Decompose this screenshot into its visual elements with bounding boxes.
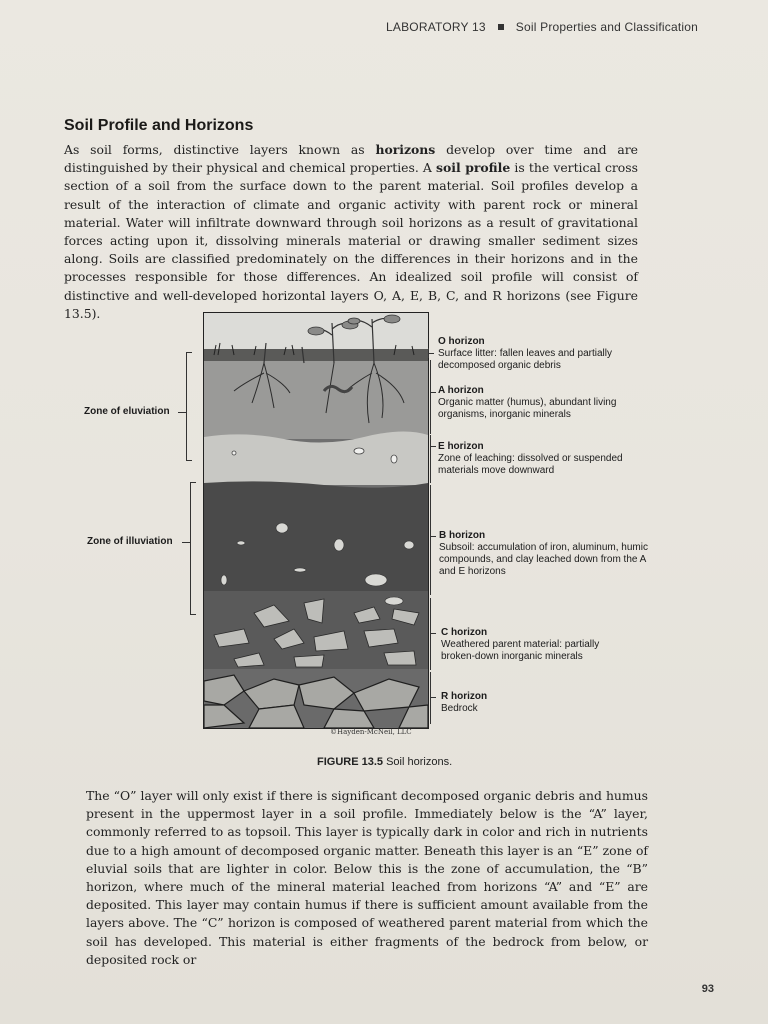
lab-number: LABORATORY 13 — [386, 20, 486, 34]
e-pointer — [430, 446, 436, 447]
r-pointer — [430, 697, 436, 698]
figure-copyright: ©Hayden-McNeil, LLC — [330, 728, 412, 736]
a-horizon-label — [438, 385, 628, 421]
e-bracket — [430, 435, 431, 483]
horizon-name: R horizon — [441, 691, 488, 702]
horizon-description: Zone of leaching: dissolved or suspended materials move downward — [438, 453, 623, 476]
r-horizon-label — [441, 691, 631, 715]
c-pointer — [430, 633, 436, 634]
figure-caption — [317, 756, 452, 768]
e-horizon-label — [438, 441, 628, 477]
bracket-tick — [186, 352, 192, 353]
term-soil-profile: soil profile — [436, 160, 511, 176]
paragraph-text: develop over time and are distinguished by their physical and chemical properties. A — [64, 142, 638, 176]
horizon-name: O horizon — [438, 336, 485, 347]
soil-horizons-illustration — [203, 312, 429, 729]
body-paragraph: The “O” layer will only exist if there is significant decomposed organic debris and humus present in the uppermost layer in a soil profile. Immediately below is the “A” layer, commonly referred to as topsoil. This layer is typically dark in color and rich in nutrients due to a high amount of decomposed organic matter. Beneath this layer is an “E” zone of eluvial soils that are lighter in color. Below this is the zone of accumulation, the “B” horizon, where much of the mineral material leached from horizons “A” and “E” are deposited. This layer may contain humus if there is sufficient amount available from the layers above. The “C” horizon is composed of weathered parent material from which the soil has developed. This material is either fragments of the bedrock from below, or deposited rock or — [86, 788, 648, 967]
horizon-name: A horizon — [438, 385, 484, 396]
figure-number: FIGURE 13.5 — [317, 756, 384, 768]
bracket-pointer — [178, 412, 186, 413]
a-pointer — [430, 392, 436, 393]
zone-eluviation-label: Zone of eluviation — [84, 406, 170, 417]
b-pointer — [430, 536, 436, 537]
r-bracket — [430, 672, 431, 724]
bracket-tick — [190, 482, 196, 483]
soil-profile-drawing — [204, 313, 428, 728]
b-bracket — [430, 485, 431, 595]
o-horizon-label — [438, 336, 628, 372]
horizon-description: Surface litter: fallen leaves and partially decomposed organic debris — [438, 348, 612, 371]
page-number: 93 — [701, 983, 714, 995]
c-horizon-label — [441, 627, 631, 663]
horizon-name: C horizon — [441, 627, 488, 638]
eluviation-bracket — [186, 352, 187, 460]
illuviation-bracket — [190, 482, 191, 614]
bracket-tick — [186, 460, 192, 461]
term-horizons: horizons — [375, 142, 436, 157]
horizon-description: Bedrock — [441, 703, 478, 714]
c-bracket — [430, 598, 431, 670]
horizon-description: Subsoil: accumulation of iron, aluminum, humic compounds, and clay leached down from the A and E horizons — [439, 542, 648, 577]
figure-caption-text: Soil horizons. — [386, 756, 453, 768]
bracket-pointer — [182, 542, 190, 543]
paragraph-text: As soil forms, distinctive layers known as — [64, 142, 376, 157]
horizon-description: Weathered parent material: partially broken-down inorganic minerals — [441, 639, 600, 662]
lab-section-title: Soil Properties and Classification — [515, 20, 698, 34]
horizon-name: B horizon — [439, 530, 486, 541]
intro-paragraph — [64, 141, 638, 323]
a-bracket — [430, 360, 431, 434]
horizon-description: Organic matter (humus), abundant living organisms, inorganic minerals — [438, 397, 617, 420]
b-horizon-label — [439, 530, 649, 578]
horizon-name: E horizon — [438, 441, 484, 452]
o-pointer — [428, 353, 434, 354]
paragraph-text: is the vertical cross section of a soil from the surface down to the parent material. Soil profiles develop a result of the interaction of climate and organic activity with parent rock or mineral material. Water will infiltrate downward through soil horizons as a result of gravitational forces acting upon it, dissolving minerals material or drawing smaller sediment sizes along. Soils are classified predominately on the differences in their horizons and in the processes responsible for those differences. An idealized soil profile will consist of distinctive and well-developed horizontal layers O, A, E, B, C, and R horizons (see Figure 13.5). — [64, 160, 638, 321]
running-header — [386, 20, 698, 34]
zone-illuviation-label: Zone of illuviation — [87, 536, 173, 547]
section-title: Soil Profile and Horizons — [64, 117, 254, 134]
bullet-square-icon — [498, 24, 504, 30]
bracket-tick — [190, 614, 196, 615]
